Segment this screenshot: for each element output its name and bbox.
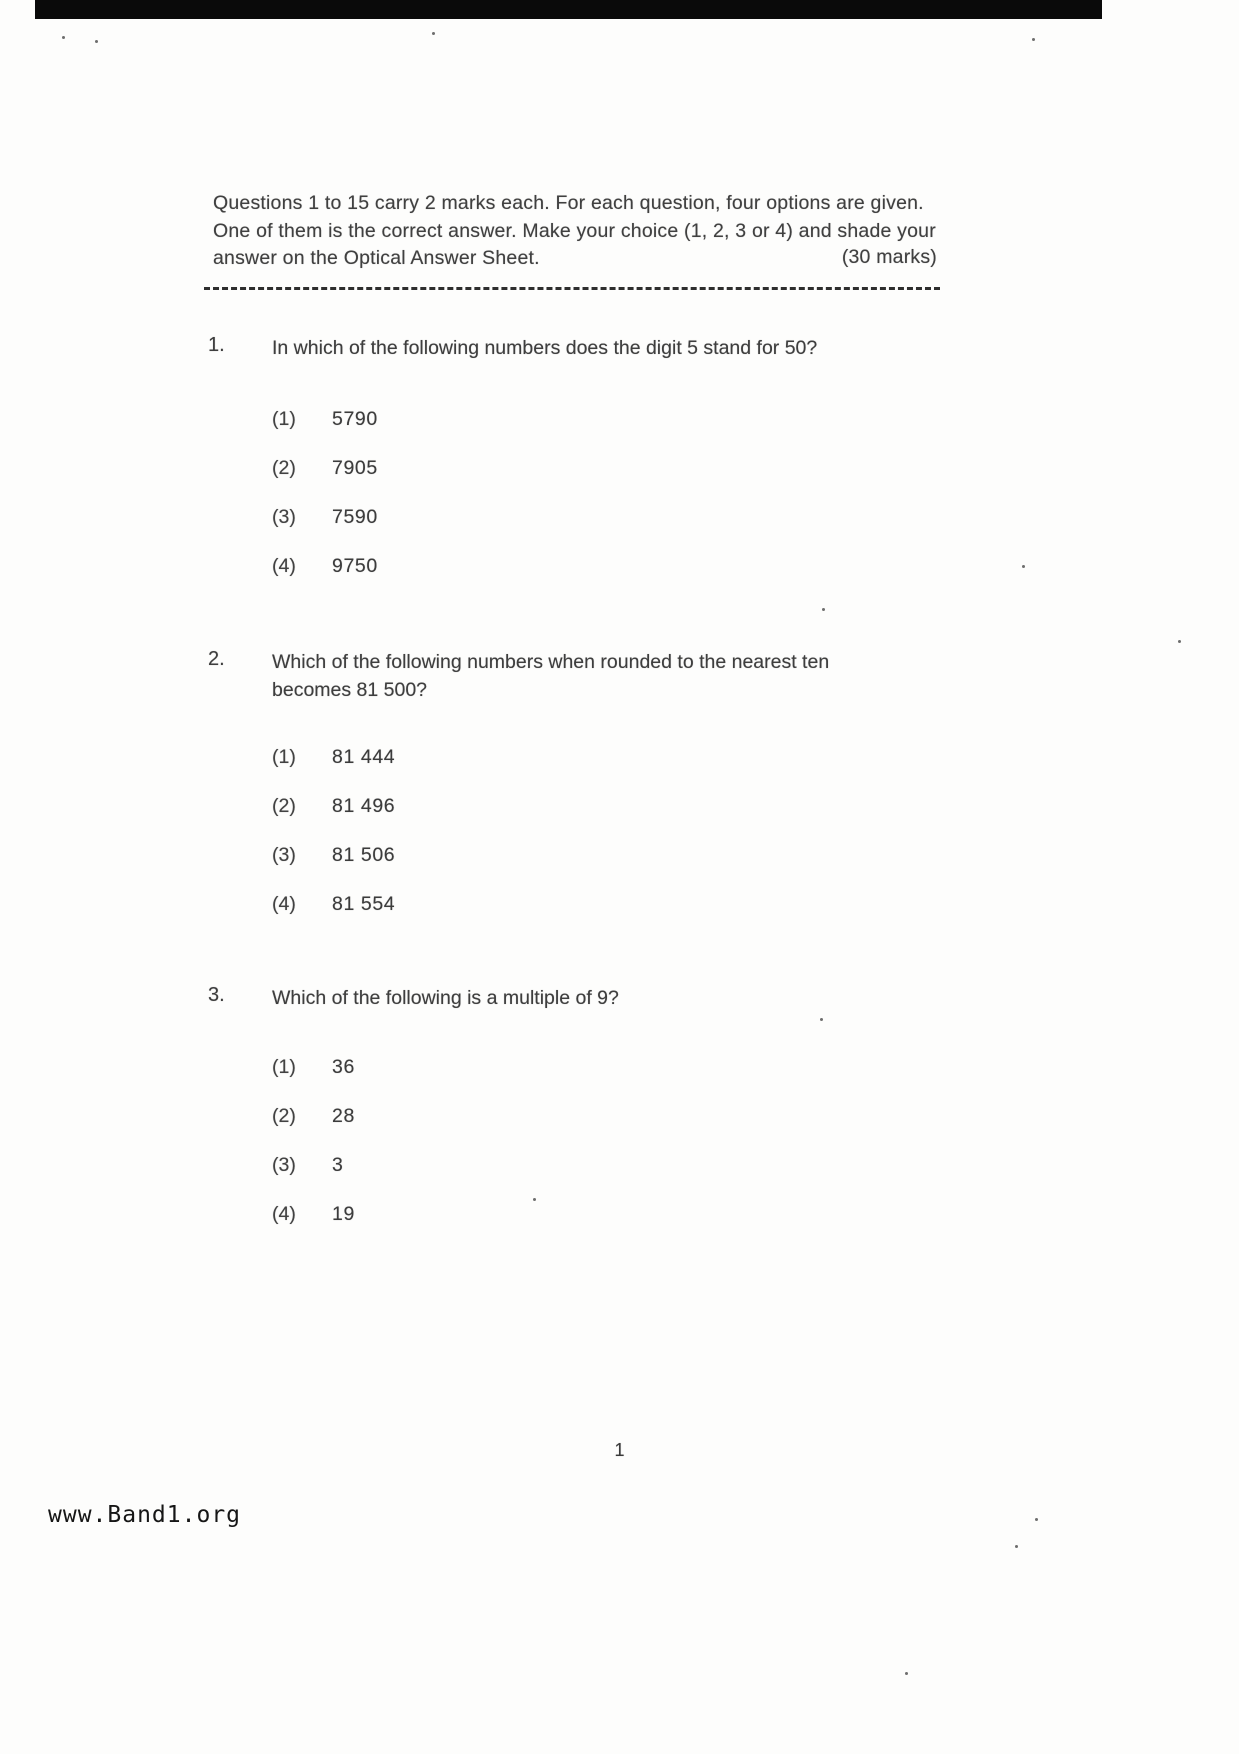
option-value: 81 554 — [332, 892, 396, 915]
option-value: 9750 — [332, 555, 378, 578]
question-3 — [208, 984, 908, 1252]
option-label: (3) — [272, 506, 296, 529]
option-row — [272, 1154, 908, 1182]
option-row — [272, 555, 908, 583]
option-value: 81 506 — [332, 843, 396, 866]
option-value: 19 — [332, 1203, 355, 1226]
option-value: 36 — [332, 1056, 355, 1079]
option-value: 3 — [332, 1154, 344, 1177]
option-row — [272, 893, 908, 921]
scan-speck — [1015, 1545, 1018, 1548]
scan-speck — [432, 32, 435, 35]
instructions-text: Questions 1 to 15 carry 2 marks each. For each question, four options are given. One of them is the correct answer. Make your choice (1, 2, 3 or 4) and shade your answer on the Optical Answer Sheet. — [213, 192, 936, 270]
option-row — [272, 795, 908, 823]
option-value: 28 — [332, 1105, 355, 1128]
section-divider-line — [204, 287, 940, 290]
option-label: (2) — [272, 457, 296, 480]
option-value: 5790 — [332, 408, 378, 431]
question-number: 1. — [208, 334, 225, 356]
scan-speck — [1035, 1518, 1038, 1521]
question-number: 2. — [208, 648, 225, 670]
question-head — [208, 648, 908, 705]
option-value: 81 496 — [332, 794, 396, 817]
scan-speck — [1022, 565, 1025, 568]
question-2 — [208, 648, 908, 942]
options-list — [272, 746, 908, 921]
option-row — [272, 1105, 908, 1133]
question-1 — [208, 334, 908, 604]
scan-speck — [905, 1672, 908, 1675]
scan-speck — [822, 608, 825, 611]
instructions-paragraph — [213, 190, 937, 273]
option-label: (1) — [272, 408, 296, 431]
question-text: Which of the following is a multiple of 9? — [272, 987, 619, 1009]
scan-speck — [1032, 38, 1035, 41]
option-label: (2) — [272, 794, 296, 817]
option-value: 7590 — [332, 506, 378, 529]
scan-speck — [62, 36, 65, 39]
option-label: (3) — [272, 843, 296, 866]
option-row — [272, 408, 908, 436]
option-row — [272, 1056, 908, 1084]
option-value: 7905 — [332, 457, 378, 480]
option-row — [272, 457, 908, 485]
page-number: 1 — [614, 1440, 625, 1460]
option-row — [272, 506, 908, 534]
scan-speck — [95, 40, 98, 43]
scan-artifact-bar — [35, 0, 1102, 19]
watermark: www.Band1.org — [48, 1502, 242, 1528]
question-head — [208, 334, 908, 362]
option-label: (4) — [272, 555, 296, 578]
question-text: Which of the following numbers when rounded to the nearest ten becomes 81 500? — [272, 651, 830, 702]
question-text: In which of the following numbers does the digit 5 stand for 50? — [272, 337, 818, 359]
option-label: (4) — [272, 1203, 296, 1226]
option-row — [272, 746, 908, 774]
option-label: (4) — [272, 892, 296, 915]
option-row — [272, 1203, 908, 1231]
question-head — [208, 984, 908, 1012]
option-label: (2) — [272, 1105, 296, 1128]
option-row — [272, 844, 908, 872]
option-label: (1) — [272, 1056, 296, 1079]
option-label: (1) — [272, 745, 296, 768]
option-label: (3) — [272, 1154, 296, 1177]
marks-label: (30 marks) — [841, 246, 937, 269]
question-number: 3. — [208, 984, 225, 1006]
options-list — [272, 1056, 908, 1231]
options-list — [272, 408, 908, 583]
option-value: 81 444 — [332, 745, 396, 768]
scan-speck — [1178, 640, 1181, 643]
